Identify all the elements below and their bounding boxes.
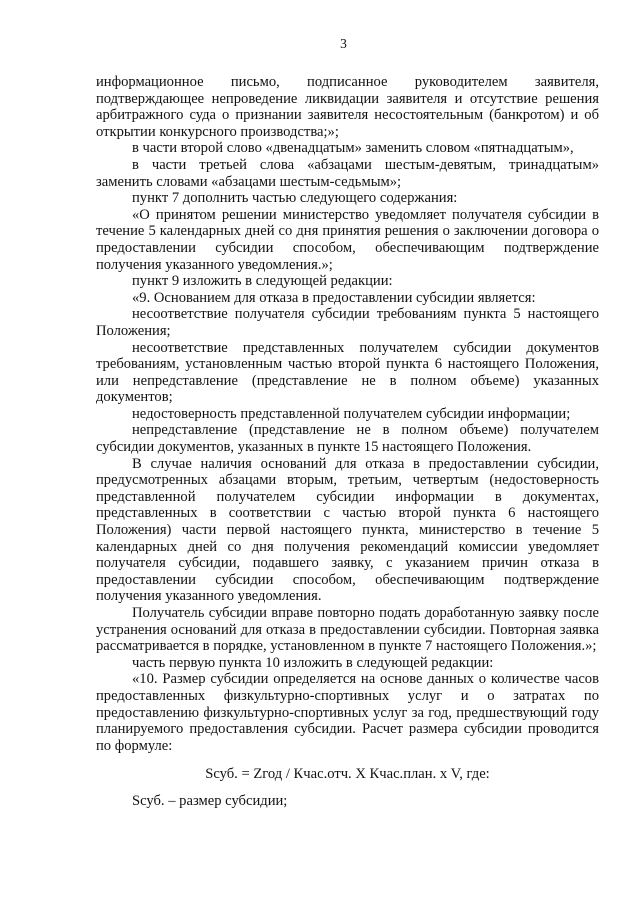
paragraph: пункт 7 дополнить частью следующего содержания:: [132, 190, 458, 207]
page-number: 3: [340, 36, 347, 51]
paragraph: непредставление (представление не в полном объеме) получателем субсидии документов, указанных в пункте 15 настоящего Положения.: [96, 422, 599, 456]
paragraph: недостоверность представленной получателем субсидии информации;: [132, 405, 571, 422]
paragraph: в части третьей слова «абзацами шестым-девятым, тринадцатым» заменить словами «абзацами шестым-седьмым»;: [96, 156, 599, 190]
paragraph: несоответствие представленных получателем субсидии документов требованиям, установленным частью второй пункта 6 настоящего Положения, или непредставление (представление не в полном объеме) указанных документов;: [96, 339, 599, 406]
paragraph: часть первую пункта 10 изложить в следующей редакции:: [132, 654, 494, 671]
document-body: [96, 74, 599, 810]
paragraph: пункт 9 изложить в следующей редакции:: [132, 273, 393, 290]
paragraph: «9. Основанием для отказа в предоставлении субсидии является:: [132, 289, 536, 306]
paragraph: в части второй слово «двенадцатым» заменить словом «пятнадцатым»,: [132, 140, 574, 157]
paragraph: Получатель субсидии вправе повторно подать доработанную заявку после устранения оснований для отказа в предоставлении субсидии. Повторная заявка рассматривается в порядке, установленном в пункте 7 настоящего Положения.»;: [96, 605, 599, 655]
paragraph: «О принятом решении министерство уведомляет получателя субсидии в течение 5 календарных дней со дня принятия решения о заключении договора о предоставлении субсидии способом, обеспечивающим подтверждение получения указанного уведомления.»;: [96, 206, 599, 273]
definition: Sсуб. – размер субсидии;: [132, 792, 288, 809]
paragraph: В случае наличия оснований для отказа в предоставлении субсидии, предусмотренных абзацами вторым, третьим, четвертым (недостоверность представленной получателем субсидии информации в документах, представленных в соответствии с частью второй пункта 6 настоящего Положения) части первой настоящего пункта, министерство в течение 5 календарных дней со дня получения рекомендаций комиссии уведомляет получателя субсидии, подавшего заявку, с указанием причин отказа в предоставлении субсидии способом, обеспечивающим подтверждение получения указанного уведомления.: [96, 455, 599, 605]
formula: Sсуб. = Zгод / Кчас.отч. X Кчас.план. x V, где:: [205, 766, 490, 783]
paragraph: информационное письмо, подписанное руководителем заявителя, подтверждающее непроведение ликвидации заявителя и отсутствие решения арбитражного суда о признании заявителя несостоятельным (банкротом) и об открытии конкурсного производства;»;: [96, 74, 599, 140]
paragraph: несоответствие получателя субсидии требованиям пункта 5 настоящего Положения;: [96, 306, 599, 339]
paragraph: «10. Размер субсидии определяется на основе данных о количестве часов предоставленных физкультурно-спортивных услуг и о затратах по предоставлению физкультурно-спортивных услуг за год, предшествующий году планируемого предоставления субсидии. Расчет размера субсидии проводится по формуле:: [96, 671, 599, 754]
